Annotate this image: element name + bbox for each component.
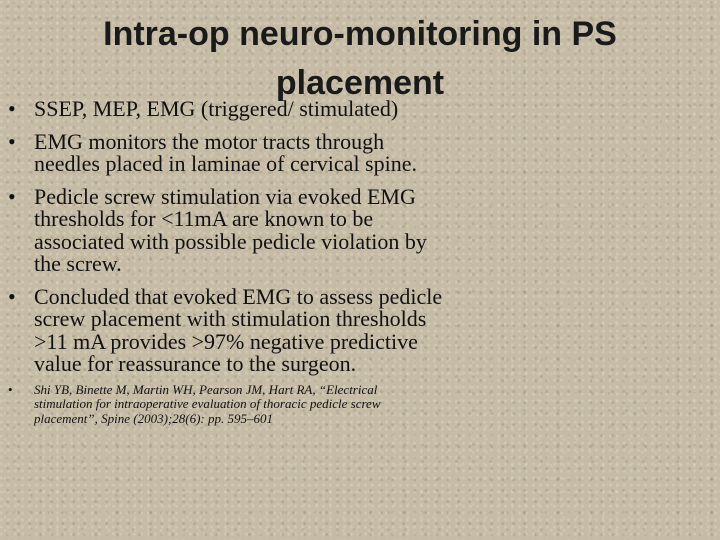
bullet-dot-icon: • bbox=[8, 283, 16, 309]
bullet-list bbox=[8, 98, 453, 426]
bullet-dot-icon: • bbox=[8, 183, 16, 209]
bullet-text: Concluded that evoked EMG to assess pedicle screw placement with stimulation thresholds >11 mA provides >97% negative predictive value for reassurance to the surgeon. bbox=[34, 283, 443, 376]
bullet-item-modalities bbox=[8, 98, 453, 121]
bullet-text: Pedicle screw stimulation via evoked EMG thresholds for <11mA are known to be associated with possible pedicle violation by the screw. bbox=[34, 183, 427, 276]
bullet-item-conclusion bbox=[8, 283, 453, 376]
reference-citation: Shi YB, Binette M, Martin WH, Pearson JM, Hart RA, “Electrical stimulation for intraoperative evaluation of thoracic pedicle screw placement”, Spine (2003);28(6): pp. 595–601 bbox=[34, 381, 381, 426]
bullet-item-reference bbox=[8, 383, 429, 427]
bullet-dot-icon: • bbox=[8, 381, 13, 397]
bullet-dot-icon: • bbox=[8, 96, 16, 121]
slide-title: Intra-op neuro-monitoring in PS placement bbox=[103, 15, 617, 102]
bullet-dot-icon: • bbox=[8, 128, 16, 154]
bullet-item-pedicle-stimulation bbox=[8, 183, 453, 276]
bullet-text: SSEP, MEP, EMG (triggered/ stimulated) bbox=[34, 96, 399, 121]
bullet-text: EMG monitors the motor tracts through needles placed in laminae of cervical spine. bbox=[34, 128, 417, 176]
bullet-item-emg-motor-tracts bbox=[8, 128, 453, 176]
